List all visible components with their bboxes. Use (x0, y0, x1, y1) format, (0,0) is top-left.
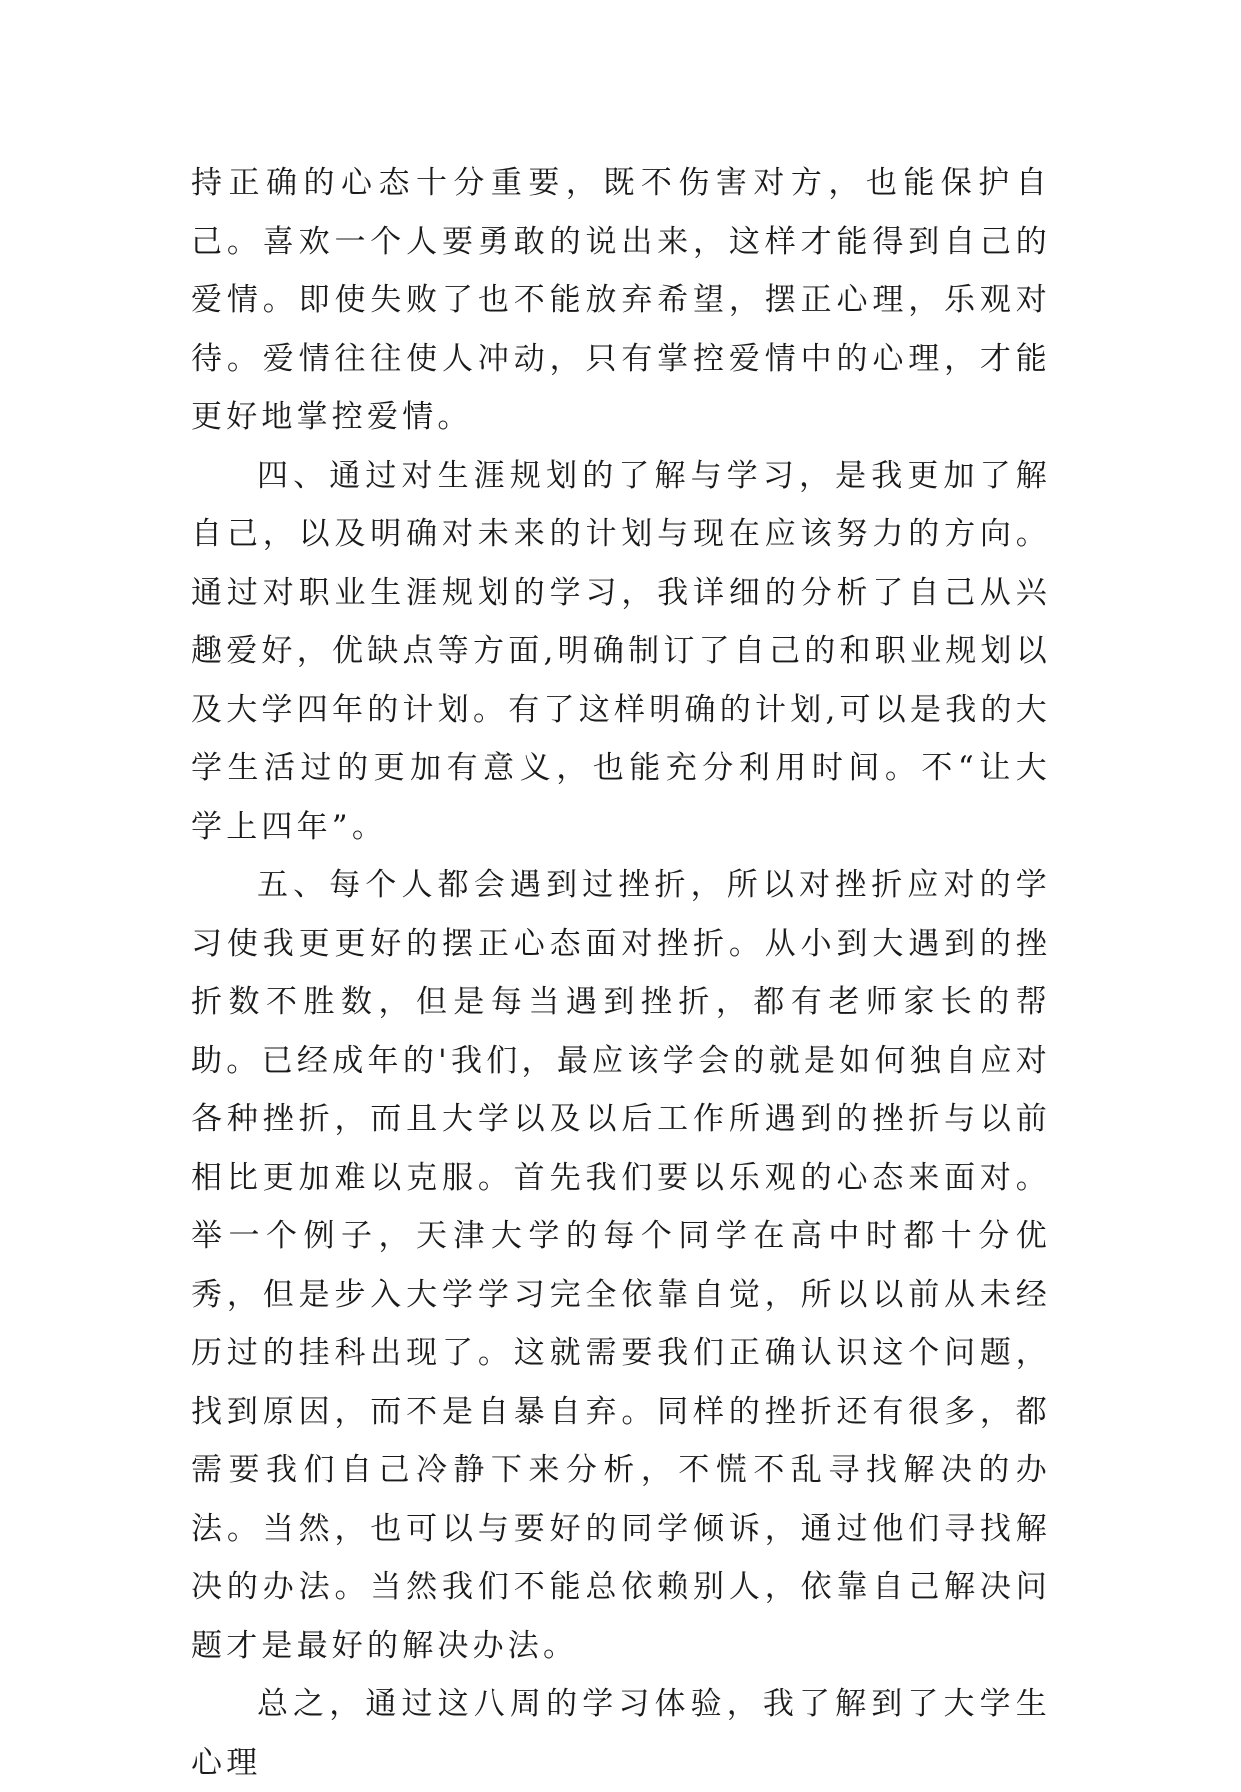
paragraph-career-planning: 四、通过对生涯规划的了解与学习，是我更加了解自己，以及明确对未来的计划与现在应该努力的方向。通过对职业生涯规划的学习，我详细的分析了自己从兴趣爱好，优缺点等方面,明确制订了自己的和职业规划以及大学四年的计划。有了这样明确的计划,可以是我的大学生活过的更加有意义，也能充分利用时间。不“让大学上四年”。 (191, 457, 1051, 845)
paragraph-frustration: 五、每个人都会遇到过挫折，所以对挫折应对的学习使我更更好的摆正心态面对挫折。从小到大遇到的挫折数不胜数，但是每当遇到挫折，都有老师家长的帮助。已经成年的'我们，最应该学会的就是如何独自应对各种挫折，而且大学以及以后工作所遇到的挫折与以前相比更加难以克服。首先我们要以乐观的心态来面对。举一个例子，天津大学的每个同学在高中时都十分优秀，但是步入大学学习完全依靠自觉，所以以前从未经历过的挂科出现了。这就需要我们正确认识这个问题，找到原因，而不是自暴自弃。同样的挫折还有很多，都需要我们自己冷静下来分析，不慌不乱寻找解决的办法。当然，也可以与要好的同学倾诉，通过他们寻找解决的办法。当然我们不能总依赖别人，依靠自己解决问题才是最好的解决办法。 (191, 867, 1051, 1664)
body-text (191, 154, 1051, 1792)
paragraph-continuation: 持正确的心态十分重要，既不伤害对方，也能保护自己。喜欢一个人要勇敢的说出来，这样才能得到自己的爱情。即使失败了也不能放弃希望，摆正心理，乐观对待。爱情往往使人冲动，只有掌控爱情中的心理，才能更好地掌控爱情。 (191, 165, 1051, 435)
paragraph-conclusion: 总之，通过这八周的学习体验，我了解到了大学生心理 (191, 1686, 1051, 1781)
